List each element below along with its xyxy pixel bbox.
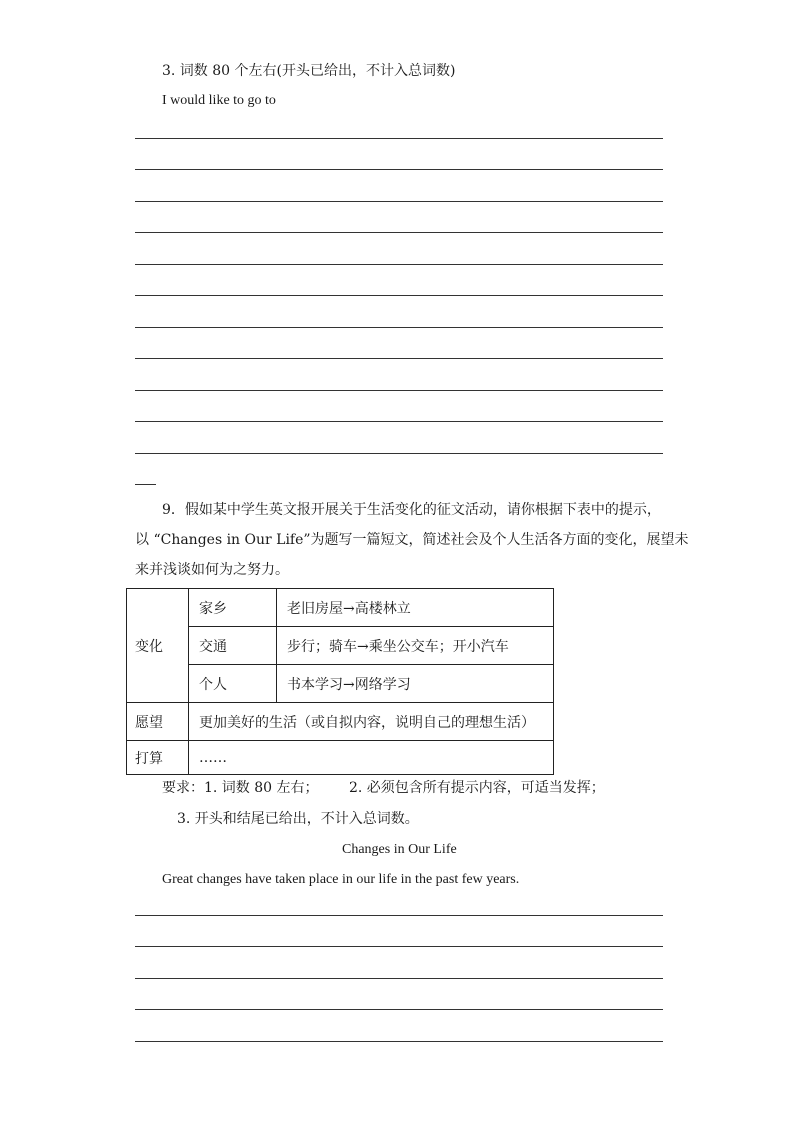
wish-detail-cell: 更加美好的生活（或自拟内容，说明自己的理想生活） bbox=[189, 703, 554, 741]
detail-cell: 书本学习→网络学习 bbox=[277, 665, 554, 703]
writing-line[interactable] bbox=[135, 421, 663, 422]
table-row bbox=[127, 703, 554, 741]
table-row bbox=[127, 741, 554, 775]
writing-line[interactable] bbox=[135, 169, 663, 170]
writing-line[interactable] bbox=[135, 390, 663, 391]
writing-line-end[interactable] bbox=[135, 484, 156, 485]
detail-cell: 老旧房屋→高楼林立 bbox=[277, 589, 554, 627]
requirement-3: 3. 开头和结尾已给出，不计入总词数。 bbox=[177, 811, 419, 827]
writing-line[interactable] bbox=[135, 978, 663, 979]
writing-line[interactable] bbox=[135, 1041, 663, 1042]
writing-line[interactable] bbox=[135, 201, 663, 202]
plan-detail-cell: …… bbox=[189, 741, 554, 775]
writing-line[interactable] bbox=[135, 358, 663, 359]
requirement-2: 2. 必须包含所有提示内容，可适当发挥； bbox=[349, 780, 605, 796]
writing-line[interactable] bbox=[135, 295, 663, 296]
writing-line[interactable] bbox=[135, 453, 663, 454]
question-9-prompt-line2: 以 “Changes in Our Life”为题写一篇短文，简述社会及个人生活各方面的变化，展望未 bbox=[135, 532, 689, 548]
aspect-cell: 个人 bbox=[189, 665, 277, 703]
essay-opening-sentence: Great changes have taken place in our life in the past few years. bbox=[162, 872, 520, 887]
aspect-cell: 家乡 bbox=[189, 589, 277, 627]
category-cell-wish: 愿望 bbox=[127, 703, 189, 741]
writing-line[interactable] bbox=[135, 232, 663, 233]
writing-line[interactable] bbox=[135, 946, 663, 947]
question-9-prompt-line1: 9．假如某中学生英文报开展关于生活变化的征文活动，请你根据下表中的提示， bbox=[162, 502, 661, 518]
essay-opening-text: I would like to go to bbox=[162, 93, 276, 108]
category-cell-change: 变化 bbox=[127, 589, 189, 703]
question-9-prompt-line3: 来并浅谈如何为之努力。 bbox=[135, 562, 289, 578]
word-count-instruction: 3. 词数 80 个左右(开头已给出，不计入总词数) bbox=[162, 63, 456, 79]
table-row bbox=[127, 589, 554, 627]
table-row bbox=[127, 665, 554, 703]
category-cell-plan: 打算 bbox=[127, 741, 189, 775]
detail-cell: 步行；骑车→乘坐公交车；开小汽车 bbox=[277, 627, 554, 665]
table-row bbox=[127, 627, 554, 665]
writing-line[interactable] bbox=[135, 915, 663, 916]
aspect-cell: 交通 bbox=[189, 627, 277, 665]
writing-line[interactable] bbox=[135, 138, 663, 139]
writing-line[interactable] bbox=[135, 264, 663, 265]
writing-line[interactable] bbox=[135, 327, 663, 328]
requirement-1: 要求：1. 词数 80 左右； bbox=[162, 780, 319, 796]
writing-line[interactable] bbox=[135, 1009, 663, 1010]
essay-title: Changes in Our Life bbox=[342, 842, 457, 857]
hint-table bbox=[126, 588, 554, 775]
